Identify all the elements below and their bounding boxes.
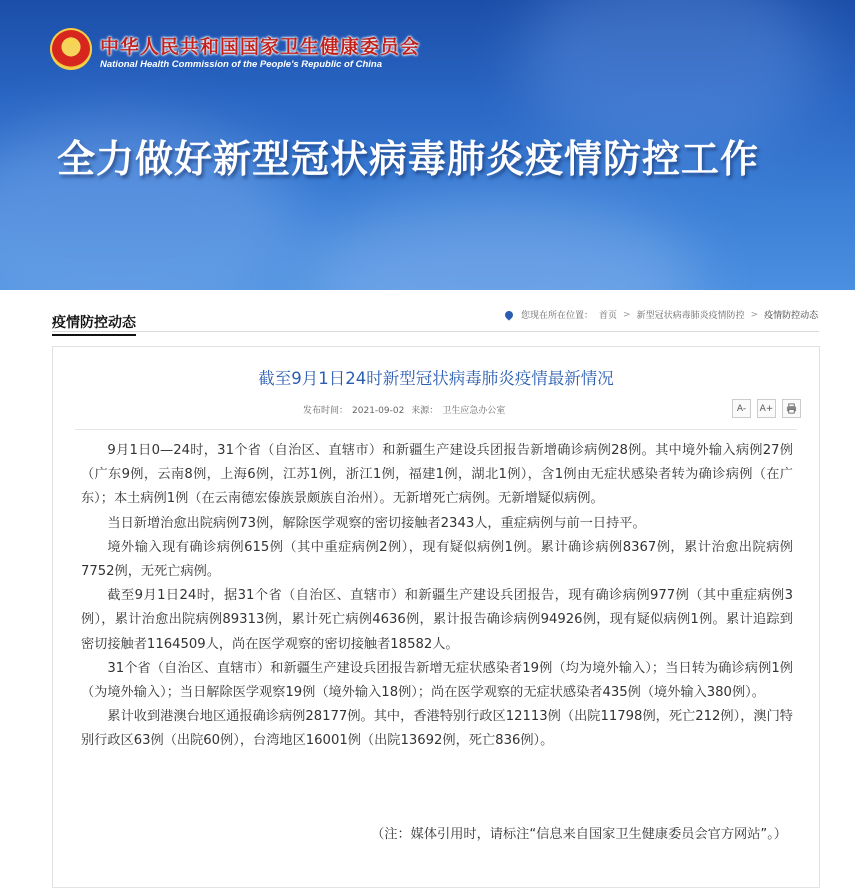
source-value: 卫生应急办公室: [442, 406, 506, 416]
media-citation-note: （注：媒体引用时，请标注“信息来自国家卫生健康委员会官方网站”。）: [371, 827, 787, 842]
increase-font-button[interactable]: A+: [757, 399, 776, 418]
article-meta: [303, 403, 509, 416]
publish-date: 2021-09-02: [352, 406, 405, 416]
national-emblem-icon[interactable]: ★: [50, 28, 92, 70]
print-button[interactable]: [782, 399, 801, 418]
article-paragraph: 9月1日0—24时，31个省（自治区、直辖市）和新疆生产建设兵团报告新增确诊病例28例。其中境外输入病例27例（广东9例，云南8例，上海6例，江苏1例，浙江1例，福建1例，湖北1例），含1例由无症状感染者转为确诊病例（在广东）；本土病例1例（在云南德宏傣族景颇族自治州）。无新增死亡病例。无新增疑似病例。: [81, 443, 793, 507]
article-card: [52, 346, 820, 888]
location-pin-icon: [503, 309, 514, 320]
article-divider: [75, 429, 797, 430]
section-title: 疫情防控动态: [52, 312, 136, 336]
breadcrumb-separator: >: [750, 309, 759, 320]
article-body: [81, 439, 793, 754]
section-divider: [52, 331, 819, 332]
publish-label: 发布时间：: [303, 406, 349, 416]
breadcrumb-home-link[interactable]: 首页: [599, 311, 618, 321]
banner-glow: [300, 200, 700, 290]
article-paragraph: 境外输入现有确诊病例615例（其中重症病例2例），现有疑似病例1例。累计确诊病例8367例，累计治愈出院病例7752例，无死亡病例。: [81, 539, 793, 580]
article-title: 截至9月1日24时新型冠状病毒肺炎疫情最新情况: [258, 369, 614, 388]
print-icon: [786, 403, 797, 414]
breadcrumb-current-link[interactable]: 疫情防控动态: [764, 311, 819, 321]
article-paragraph: 当日新增治愈出院病例73例，解除医学观察的密切接触者2343人，重症病例与前一日持平。: [107, 515, 646, 531]
article-paragraph: 截至9月1日24时，据31个省（自治区、直辖市）和新疆生产建设兵团报告，现有确诊病例977例（其中重症病例3例），累计治愈出院病例89313例，累计死亡病例4636例，累计报告确诊病例94926例，现有疑似病例1例。累计追踪到密切接触者1164509人，尚在医学观察的密切接触者18582人。: [81, 588, 793, 652]
article-tools: [732, 399, 801, 418]
breadcrumb-covid-link[interactable]: 新型冠状病毒肺炎疫情防控: [636, 311, 745, 321]
banner-slogan: 全力做好新型冠状病毒肺炎疫情防控工作: [57, 137, 760, 181]
source-label: 来源：: [411, 406, 439, 416]
org-name-cn[interactable]: 中华人民共和国国家卫生健康委员会: [100, 36, 421, 58]
article-paragraph: 31个省（自治区、直辖市）和新疆生产建设兵团报告新增无症状感染者19例（均为境外输入）；当日转为确诊病例1例（为境外输入）；当日解除医学观察19例（境外输入18例）；尚在医学观察的无症状感染者435例（境外输入380例）。: [81, 660, 793, 701]
header-banner: [0, 0, 855, 290]
article-paragraph: 累计收到港澳台地区通报确诊病例28177例。其中，香港特别行政区12113例（出院11798例，死亡212例），澳门特别行政区63例（出院60例），台湾地区16001例（出院13692例，死亡836例）。: [81, 709, 793, 749]
breadcrumb: [505, 308, 818, 321]
section-bar: [0, 290, 855, 335]
breadcrumb-prefix: 您现在所在位置：: [521, 311, 594, 321]
decrease-font-button[interactable]: A-: [732, 399, 751, 418]
breadcrumb-separator: >: [623, 309, 631, 320]
org-name-en: National Health Commission of the People's Republic of China: [100, 59, 383, 70]
